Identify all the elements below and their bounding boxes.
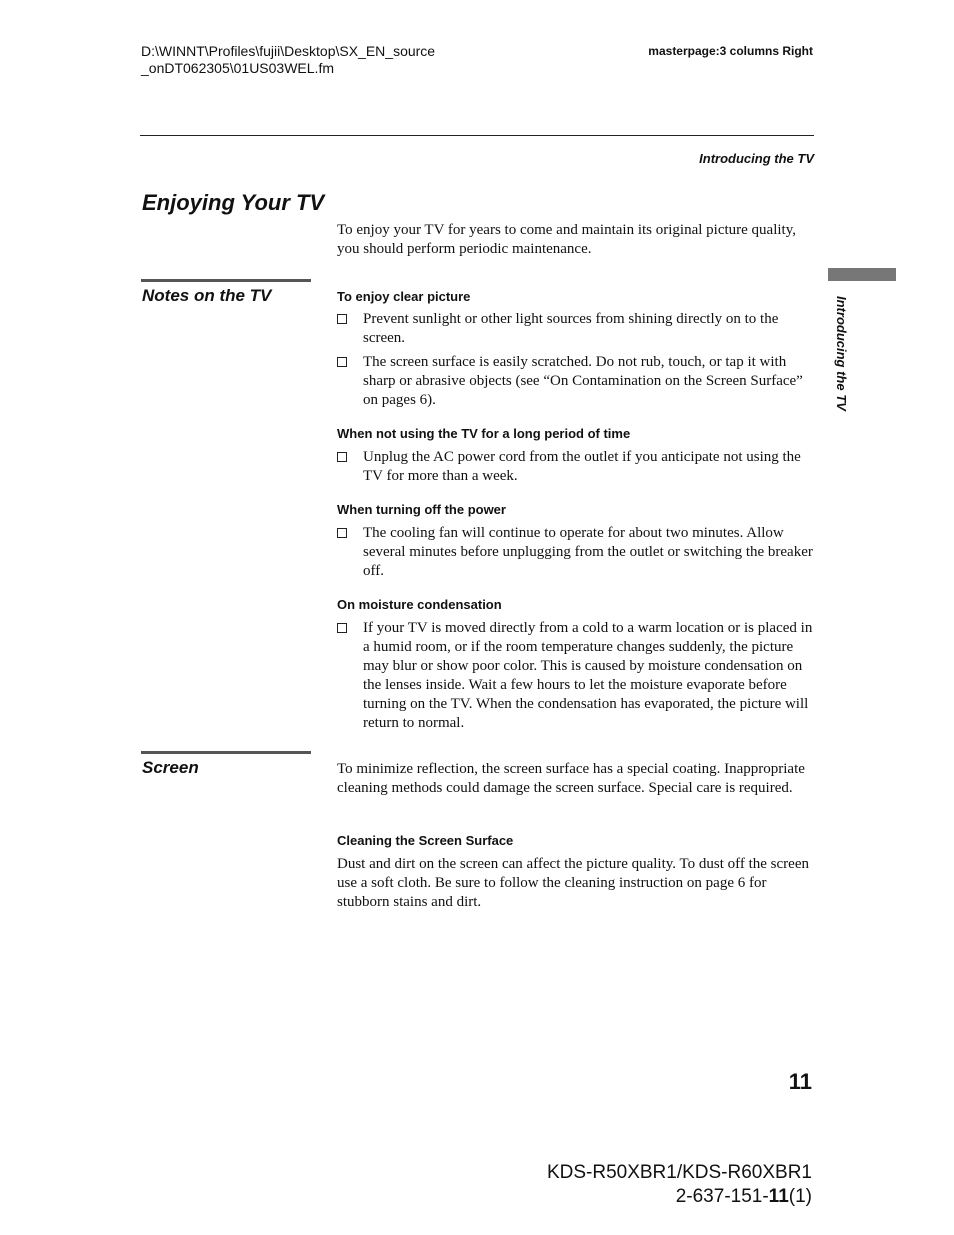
checkbox-bullet-icon <box>337 452 347 462</box>
not-using-subheading: When not using the TV for a long period of time <box>337 426 631 441</box>
page-number: 11 <box>788 1069 812 1094</box>
part-number-bold: 11 <box>768 1186 789 1207</box>
notes-heading: Notes on the TV <box>142 286 272 305</box>
checkbox-bullet-icon <box>337 314 347 324</box>
list-item <box>337 524 813 581</box>
power-off-subheading: When turning off the power <box>337 502 506 517</box>
list-item-text: The screen surface is easily scratched. Do not rub, touch, or tap it with sharp or abrasive objects (see “On Contamination on the Screen Surface” on pages 6). <box>363 354 803 408</box>
list-item-text: Prevent sunlight or other light sources from shining directly on to the screen. <box>363 311 779 346</box>
notes-heading-rule <box>141 279 311 282</box>
file-path-line-1: D:\WINNT\Profiles\fujii\Desktop\SX_EN_source <box>141 43 436 59</box>
checkbox-bullet-icon <box>337 623 347 633</box>
running-head: Introducing the TV <box>699 151 814 166</box>
intro-paragraph: To enjoy your TV for years to come and maintain its original picture quality, you should perform periodic maintenance. <box>337 222 796 257</box>
screen-heading: Screen <box>142 758 199 777</box>
screen-heading-rule <box>141 751 311 754</box>
cleaning-paragraph: Dust and dirt on the screen can affect the picture quality. To dust off the screen use a soft cloth. Be sure to follow the cleaning instruction on page 6 for stubborn stains and dirt. <box>337 856 809 910</box>
checkbox-bullet-icon <box>337 357 347 367</box>
header-rule <box>140 135 814 136</box>
list-item-text: The cooling fan will continue to operate for about two minutes. Allow several minutes before unplugging from the outlet or switching the breaker off. <box>363 525 813 579</box>
section-tab-marker <box>828 268 896 281</box>
list-item <box>337 353 813 410</box>
part-number-suffix: (1) <box>788 1186 812 1207</box>
list-item <box>337 448 813 486</box>
part-number-prefix: 2-637-151- <box>675 1186 769 1207</box>
list-item <box>337 619 813 733</box>
clear-picture-subheading: To enjoy clear picture <box>337 289 471 304</box>
file-path-line-2: _onDT062305\01US03WEL.fm <box>141 60 334 76</box>
list-item <box>337 310 813 348</box>
checkbox-bullet-icon <box>337 528 347 538</box>
part-number <box>676 1186 812 1208</box>
masterpage-label: masterpage:3 columns Right <box>648 44 813 58</box>
moisture-subheading: On moisture condensation <box>337 597 502 612</box>
list-item-text: If your TV is moved directly from a cold to a warm location or is placed in a humid room, or if the room temperature changes suddenly, the picture may blur or show poor color. This is caused by moisture condensation on the lenses inside. Wait a few hours to let the moisture evaporate before turning on the TV. When the condensation has evaporated, the picture will return to normal. <box>363 620 813 731</box>
cleaning-subheading: Cleaning the Screen Surface <box>337 833 514 848</box>
list-item-text: Unplug the AC power cord from the outlet if you anticipate not using the TV for more than a week. <box>363 449 801 484</box>
model-number: KDS-R50XBR1/KDS-R60XBR1 <box>546 1162 812 1183</box>
screen-intro-paragraph: To minimize reflection, the screen surface has a special coating. Inappropriate cleaning methods could damage the screen surface. Special care is required. <box>337 761 805 796</box>
section-tab-label: Introducing the TV <box>834 296 849 411</box>
page-title: Enjoying Your TV <box>142 190 325 215</box>
